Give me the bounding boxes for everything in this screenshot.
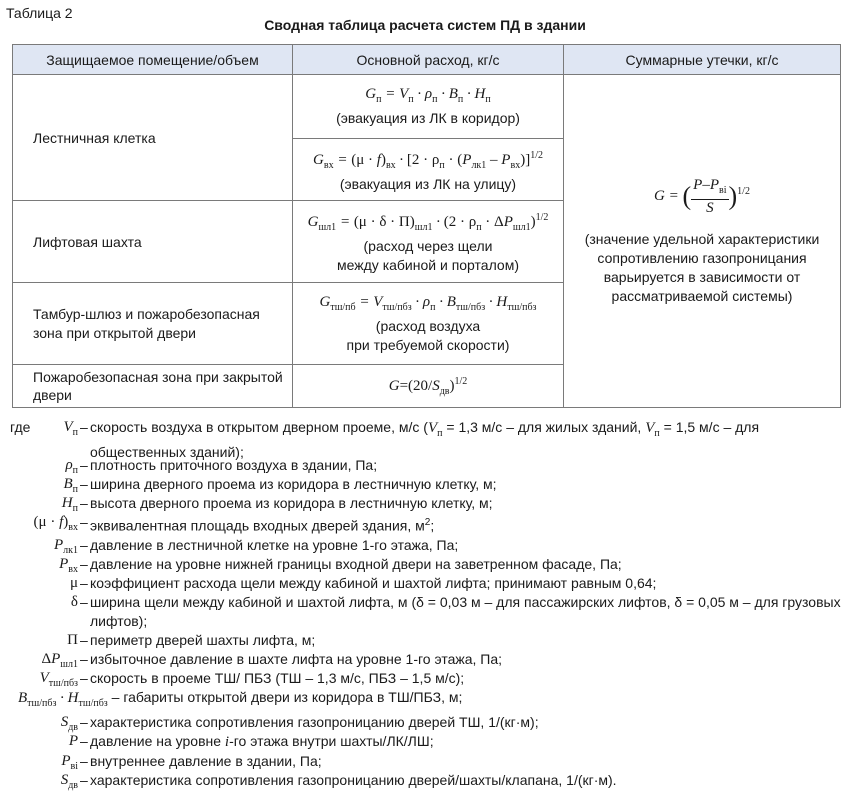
- note-3a: (расход через щели: [363, 238, 493, 254]
- legend-item: $(\mu \cdot f)_{вх}$ – эквивалентная площадь входных дверей здания, $м^2$;: [33, 514, 435, 534]
- legend-item: $\rho_п$ – плотность приточного воздуха в здании, Па;: [65, 457, 378, 476]
- cell-formula-2: [293, 139, 564, 201]
- header-room: Защищаемое помещение/объем: [13, 45, 293, 75]
- legend-item: где $V_п$ – скорость воздуха в открытом дверном проеме, м/с ($V_п = 1,3$ м/с – для жилых зданий, $V_п = 1,5$ м/с – для общественных зданий);: [10, 418, 845, 456]
- legend-item: μ – коэффициент расхода щели между кабиной и шахтой лифта; принимают равным 0,64;: [69, 574, 657, 591]
- legend-item: $S_{дв}$ – характеристика сопротивления газопроницанию дверей ТШ, 1/(кг·м);: [60, 713, 539, 733]
- note-2: (эвакуация из ЛК на улицу): [339, 175, 517, 192]
- legend-item: $P_{вх}$ – давление на уровне нижней границы входной двери на заветренном фасаде, Па;: [59, 555, 622, 575]
- row-safe-zone: Пожаробезопасная зона при закрытой двери: [13, 365, 293, 408]
- legend-item: $B_п$ – ширина дверного проема из коридора в лестничную клетку, м;: [63, 476, 497, 495]
- legend-item: $H_п$ – высота дверного проема из коридора в лестничную клетку, м;: [61, 495, 493, 514]
- legend-item: $P_{лк1}$ – давление в лестничной клетке на уровне 1-го этажа, Па;: [53, 536, 459, 556]
- formula-2: $G_{вх} = (\mu \cdot f)_{вх} \cdot [2 \cdot \rho_п \cdot (P_{лк1} - P_{вх})]^{1/2}$: [313, 149, 543, 171]
- cell-leak: [564, 75, 841, 408]
- row-vestibule: Тамбур-шлюз и пожаробезопасная зона при открытой двери: [13, 283, 293, 365]
- header-leak: Суммарные утечки, кг/с: [564, 45, 841, 75]
- note-3b: между кабиной и порталом): [337, 257, 519, 273]
- table-title: Сводная таблица расчета систем ПД в здании: [264, 17, 586, 33]
- cell-formula-4: [293, 283, 564, 365]
- legend-item: $\Delta P_{шл1}$ – избыточное давление в шахте лифта на уровне 1-го этажа, Па;: [41, 650, 503, 670]
- formula-4: $G_{тш/пб} = V_{тш/пбз} \cdot \rho_п \cdot B_{тш/пбз} \cdot H_{тш/пбз}$: [319, 293, 537, 313]
- legend-symbol: $V_п$: [63, 419, 78, 438]
- note-1: (эвакуация из ЛК в коридор): [336, 110, 520, 126]
- legend-item: $B_{тш/пбз} \cdot H_{тш/пбз}$ – габариты открытой двери из коридора в ТШ/ПБЗ, м;: [18, 688, 463, 709]
- row-elevator: Лифтовая шахта: [13, 201, 293, 283]
- cell-formula-1: [293, 75, 564, 139]
- legend-where: где: [10, 419, 31, 435]
- formula-1: $G_п = V_п \cdot \rho_п \cdot B_п \cdot H_п$: [365, 86, 491, 105]
- formula-5: $G=(20/S_{дв})^{1/2}$: [388, 375, 468, 397]
- table-label: Таблица 2: [6, 5, 73, 21]
- summary-table: [12, 44, 841, 408]
- cell-formula-3: [293, 201, 564, 283]
- table-row: [13, 75, 841, 139]
- legend-item: $V_{тш/пбз}$ – скорость в проеме ТШ/ ПБЗ (ТШ – 1,3 м/с, ПБЗ – 1,5 м/с);: [39, 669, 465, 689]
- legend-item: P – давление на уровне i-го этажа внутри шахты/ЛК/ЛШ;: [68, 732, 434, 750]
- note-4a: (расход воздуха: [375, 317, 481, 334]
- cell-formula-5: [293, 365, 564, 408]
- header-flow: Основной расход, кг/с: [293, 45, 564, 75]
- table-header-row: [13, 45, 841, 75]
- legend-item: δ – ширина щели между кабиной и шахтой лифта, м (δ = 0,03 м – для пассажирских лифтов, δ = 0,05 м – для грузовых лифтов);: [70, 593, 841, 629]
- legend-item: П – периметр дверей шахты лифта, м;: [67, 631, 316, 648]
- note-leak: (значение удельной характеристики сопротивлению газопроницания варьируется в зависимости от рассматриваемой системы): [584, 230, 820, 304]
- legend-item: $P_{вi}$ – внутреннее давление в здании, Па;: [61, 752, 322, 772]
- formula-3: $G_{шл1} = (\mu \cdot \delta \cdot П)_{шл1} \cdot (2 \cdot \rho_п \cdot \Delta P_{шл1})^{1/2}$: [307, 212, 549, 233]
- formula-leak: G = ( $P-P_{вi}$ S )$^{1/2}$: [654, 176, 750, 216]
- note-4b: при требуемой скорости): [346, 336, 510, 353]
- row-stairwell: Лестничная клетка: [13, 75, 293, 201]
- legend-text: скорость воздуха в открытом дверном проеме, м/с ($V_п = 1,3$ м/с – для жилых зданий, $V_п = 1,5$ м/с – для общественных зданий);: [90, 419, 760, 460]
- legend: [10, 418, 845, 790]
- legend-item: $S_{дв}$ – характеристика сопротивления газопроницанию дверей/шахты/клапана, 1/(кг·м).: [60, 771, 617, 791]
